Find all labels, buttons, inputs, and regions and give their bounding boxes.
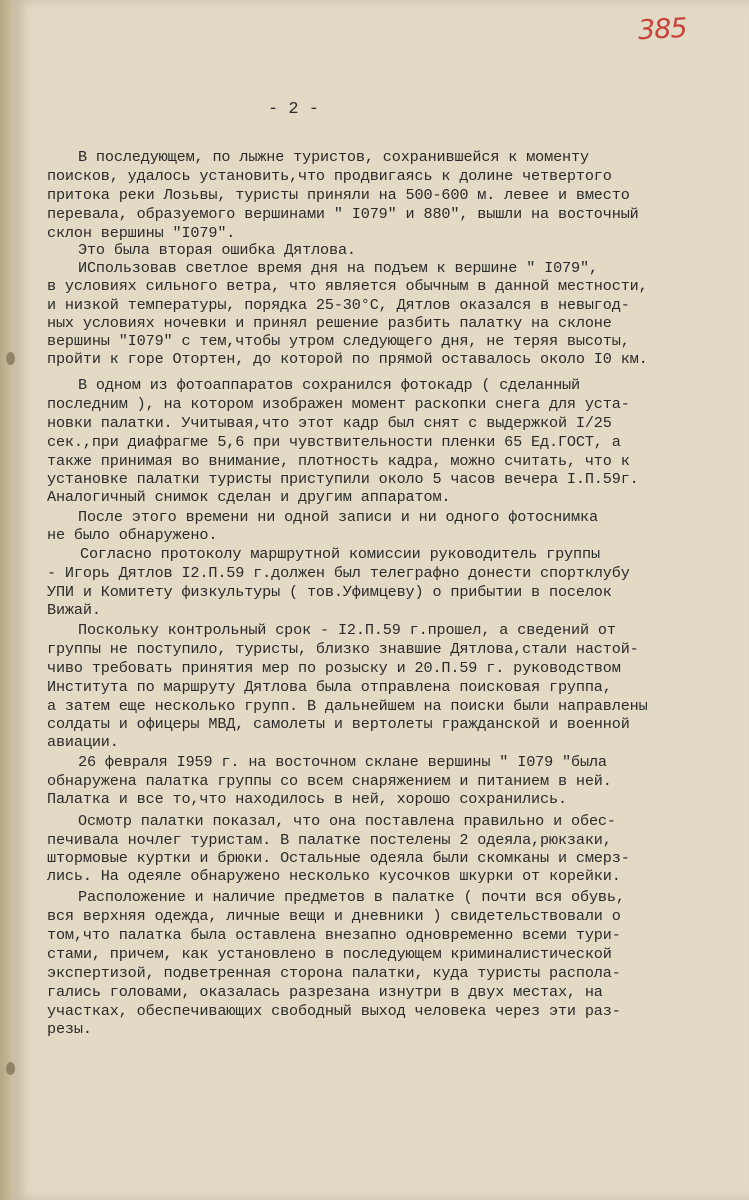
text-line: стами, причем, как установлено в последующем криминалистической [47, 945, 612, 963]
text-line: поисков, удалось установить,что продвигаясь к долине четвертого [47, 167, 612, 185]
text-line: последним ), на котором изображен момент раскопки снега для уста- [47, 395, 630, 413]
text-line: Это была вторая ошибка Дятлова. [78, 241, 356, 259]
folio-number: 385 [637, 12, 688, 47]
text-line: Поскольку контрольный срок - I2.П.59 г.прошел, а сведений от [78, 621, 616, 639]
text-line: участках, обеспечивающих свободный выход человека через эти раз- [47, 1002, 621, 1020]
text-line: УПИ и Комитету физкультуры ( тов.Уфимцеву) о прибытии в поселок [47, 583, 612, 601]
text-line: После этого времени ни одной записи и ни одного фотоснимка [78, 508, 598, 526]
text-line: В одном из фотоаппаратов сохранился фотокадр ( сделанный [78, 376, 580, 394]
text-line: штормовые куртки и брюки. Остальные одеяла были скомканы и смерз- [47, 849, 630, 867]
text-line: вся верхняя одежда, личные вещи и дневники ) свидетельствовали о [47, 907, 621, 925]
text-line: также принимая во внимание, плотность кадра, можно считать, что к [47, 452, 630, 470]
text-line: Палатка и все то,что находилось в ней, хорошо сохранились. [47, 790, 567, 808]
text-line: Расположение и наличие предметов в палатке ( почти вся обувь, [78, 888, 625, 906]
text-line: гались головами, оказалась разрезана изнутри в двух местах, на [47, 983, 603, 1001]
text-line: чиво требовать принятия мер по розыску и 20.П.59 г. руководством [47, 659, 621, 677]
text-line: склон вершины "I079". [47, 224, 236, 242]
text-line: и низкой температуры, порядка 25-30°С, Дятлов оказался в невыгод- [47, 296, 630, 314]
page-number: - 2 - [268, 100, 320, 119]
text-line: Вижай. [47, 601, 101, 619]
text-line: сек.,при диафрагме 5,6 при чувствительности пленки 65 Ед.ГОСТ, а [47, 433, 621, 451]
text-line: В последующем, по лыжне туристов, сохранившейся к моменту [78, 148, 589, 166]
text-line: не было обнаружено. [47, 526, 218, 544]
text-line: том,что палатка была оставлена внезапно одновременно всеми тури- [47, 926, 621, 944]
text-line: Осмотр палатки показал, что она поставлена правильно и обес- [78, 812, 616, 830]
text-line: Согласно протоколу маршрутной комиссии руководитель группы [80, 545, 600, 563]
text-line: экспертизой, подветренная сторона палатки, куда туристы распола- [47, 964, 621, 982]
text-line: а затем еще несколько групп. В дальнейшем на поиски были направлены [47, 697, 648, 715]
text-line: группы не поступило, туристы, близко знавшие Дятлова,стали настой- [47, 640, 639, 658]
text-line: Института по маршруту Дятлова была отправлена поисковая группа, [47, 678, 612, 696]
text-line: печивала ночлег туристам. В палатке постелены 2 одеяла,рюкзаки, [47, 831, 612, 849]
text-line: притока реки Лозьвы, туристы приняли на 500-600 м. левее и вместо [47, 186, 630, 204]
text-line: в условиях сильного ветра, что является обычным в данной местности, [47, 277, 648, 295]
text-line: перевала, образуемого вершинами " I079" и 880", вышли на восточный [47, 205, 639, 223]
text-line: лись. На одеяле обнаружено несколько кусочков шкурки от корейки. [47, 867, 621, 885]
text-line: вершины "I079" с тем,чтобы утром следующего дня, не теряя высоты, [47, 332, 630, 350]
text-line: пройти к горе Отортен, до которой по прямой оставалось около I0 км. [47, 350, 648, 368]
text-line: ИСпользовав светлое время дня на подъем к вершине " I079", [78, 259, 598, 277]
text-line: авиации. [47, 733, 119, 751]
text-line: обнаружена палатка группы со всем снаряжением и питанием в ней. [47, 772, 612, 790]
text-line: ных условиях ночевки и принял решение разбить палатку на склоне [47, 314, 612, 332]
text-line: установке палатки туристы приступили около 5 часов вечера I.П.59г. [47, 470, 639, 488]
text-line: солдаты и офицеры МВД, самолеты и вертолеты гражданской и военной [47, 715, 630, 733]
text-line: Аналогичный снимок сделан и другим аппаратом. [47, 488, 451, 506]
text-line: новки палатки. Учитывая,что этот кадр был снят с выдержкой I/25 [47, 414, 612, 432]
text-line: 26 февраля I959 г. на восточном склане вершины " I079 "была [78, 753, 607, 771]
text-line: - Игорь Дятлов I2.П.59 г.должен был телеграфно донести спортклубу [47, 564, 630, 582]
text-line: резы. [47, 1020, 92, 1038]
